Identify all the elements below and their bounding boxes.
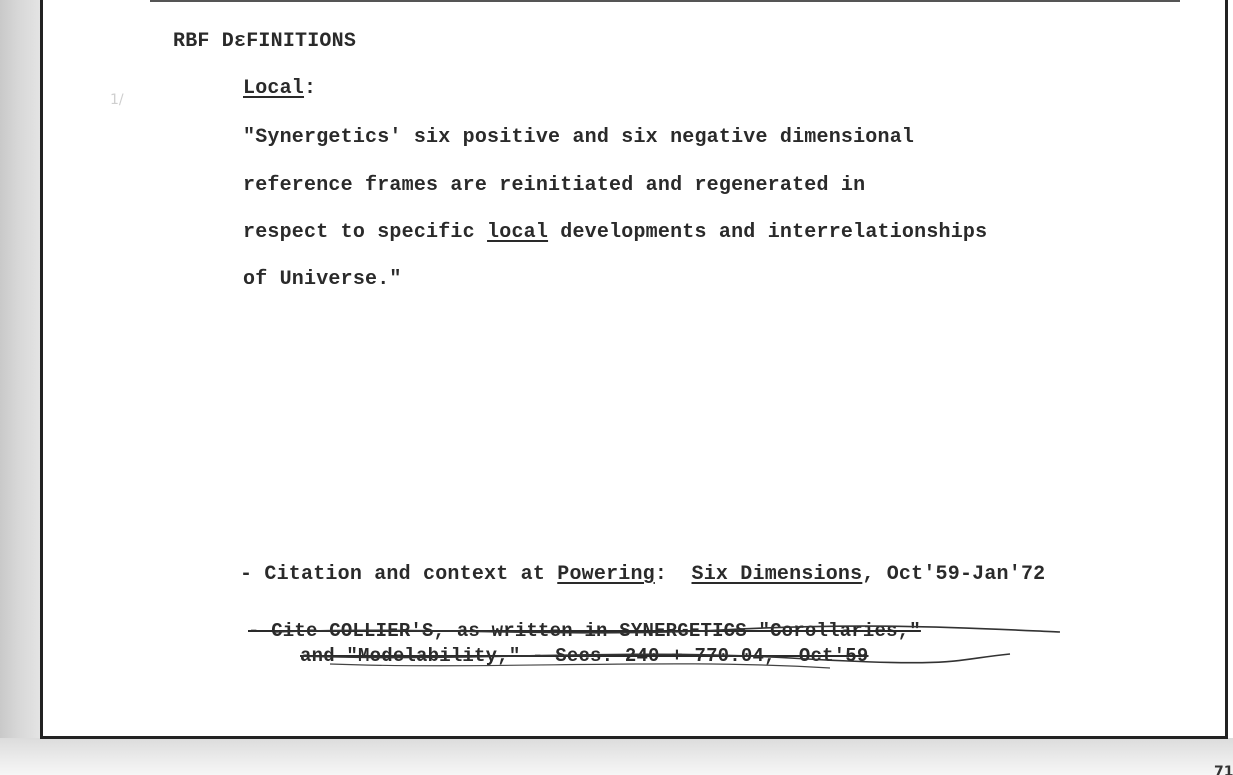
faint-margin-mark: 1/ (110, 92, 124, 108)
quote-line-2: reference frames are reinitiated and regenerated in (243, 174, 866, 197)
term-heading (243, 77, 316, 100)
card-top-edge (150, 0, 1180, 2)
page-number-fragment: 71 (1214, 764, 1233, 775)
citation-line (240, 563, 1045, 586)
scan-shadow-bottom (0, 738, 1233, 775)
citation-topic: Six Dimensions (691, 563, 863, 586)
quote-line-3-pre: respect to specific (243, 221, 488, 244)
term-suffix: : (304, 77, 317, 100)
citation-sep: : (654, 563, 692, 586)
card-title: RBF DεFINITIONS (173, 30, 357, 53)
strikethrough-scribble (270, 618, 1070, 678)
citation-source: Powering (557, 563, 655, 586)
quote-line-1: "Synergetics' six positive and six negative dimensional (243, 126, 915, 149)
struck-citation-line-1: - Cite COLLIER'S, as written in SYNERGETICS "Corollaries," (248, 620, 921, 642)
quote-line-3-post: developments and interrelationships (548, 221, 988, 244)
citation-dates: , Oct'59-Jan'72 (862, 563, 1046, 586)
quote-line-3 (243, 221, 987, 244)
citation-prefix: - Citation and context at (240, 563, 558, 586)
quote-line-3-term: local (487, 221, 549, 244)
scan-shadow-left (0, 0, 44, 775)
term-label: Local (243, 77, 305, 100)
quote-line-4: of Universe." (243, 268, 402, 291)
struck-citation-line-2: and "Modelability," - Secs. 240 + 770.04, Oct'59 (300, 645, 869, 667)
